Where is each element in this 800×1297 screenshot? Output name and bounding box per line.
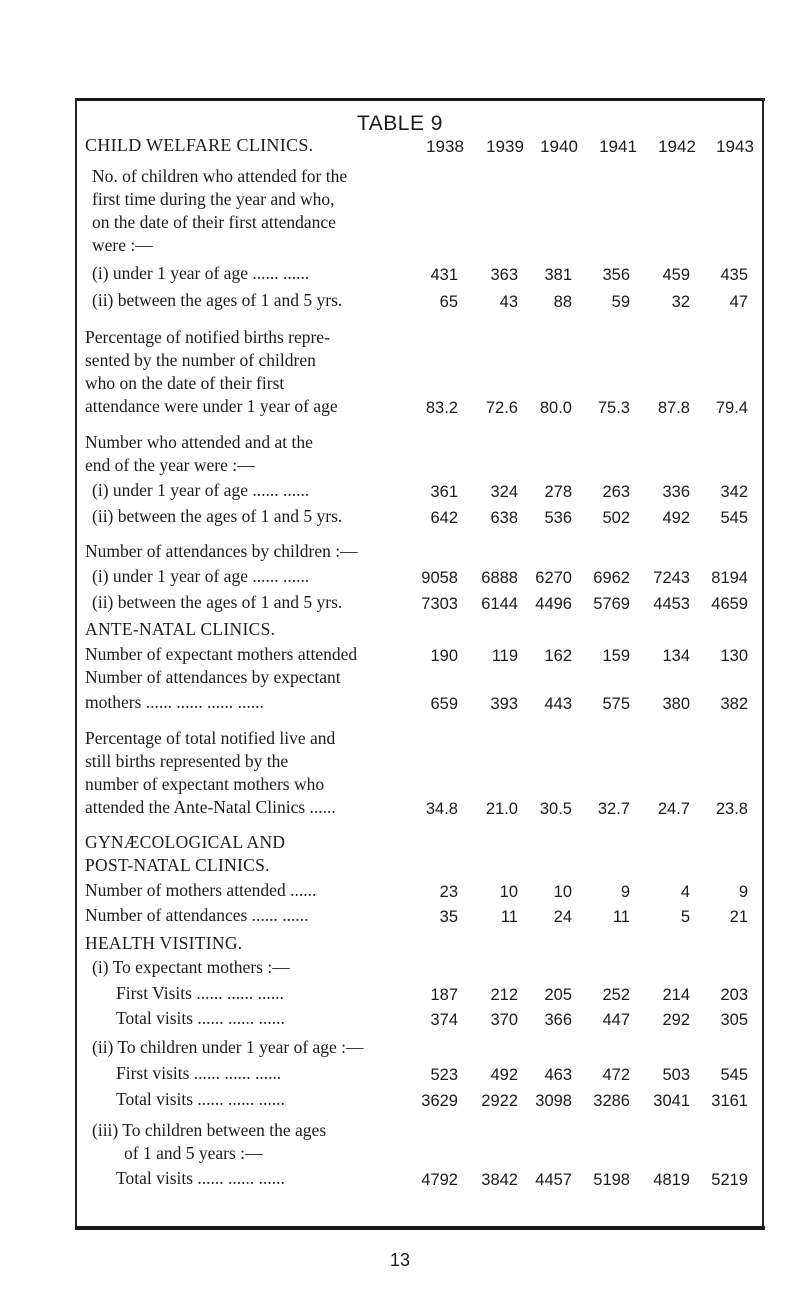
table-cell: 130 [720,647,748,665]
table-cell: 638 [490,509,518,527]
table-cell: 459 [662,266,690,284]
table-cell: 7243 [653,569,690,587]
section-heading-child-welfare: CHILD WELFARE CLINICS. [85,135,314,155]
table-cell: 83.2 [425,399,458,417]
table-cell: 134 [662,647,690,665]
table-cell: 10 [553,883,572,901]
row-label: (i) under 1 year of age ...... ...... [92,480,310,500]
table-cell: 6962 [593,569,630,587]
table-cell: 9 [620,883,630,901]
table-cell: 503 [662,1066,690,1084]
table-cell: 6888 [481,569,518,587]
row-label: attended the Ante-Natal Clinics ...... [85,797,336,817]
row-text: first time during the year and who, [92,189,335,209]
table-cell: 3286 [593,1092,630,1110]
year-header: 1940 [540,137,578,156]
row-label: (ii) between the ages of 1 and 5 yrs. [92,290,343,310]
row-label: Number of mothers attended ...... [85,880,317,900]
table-cell: 5769 [593,595,630,613]
table-cell: 3098 [535,1092,572,1110]
table-cell: 523 [430,1066,458,1084]
table-cell: 3629 [421,1092,458,1110]
row-text: end of the year were :— [85,455,255,475]
table-cell: 21 [729,908,748,926]
table-cell: 4 [680,883,690,901]
table-cell: 79.4 [715,399,748,417]
row-text: Percentage of notified births repre- [85,327,330,347]
table-cell: 305 [720,1011,748,1029]
table-cell: 205 [544,986,572,1004]
table-cell: 88 [553,293,572,311]
table-cell: 342 [720,483,748,501]
table-cell: 23 [439,883,458,901]
table-cell: 23.8 [715,800,748,818]
row-label: Total visits ...... ...... ...... [116,1089,285,1109]
table-cell: 187 [430,986,458,1004]
table-cell: 190 [430,647,458,665]
table-cell: 252 [602,986,630,1004]
table-cell: 472 [602,1066,630,1084]
row-label: Number of attendances ...... ...... [85,905,309,925]
row-text: Percentage of total notified live and [85,728,336,748]
table-cell: 356 [602,266,630,284]
row-text: (iii) To children between the ages [92,1120,327,1140]
table-cell: 5219 [711,1171,748,1189]
year-header: 1943 [716,137,754,156]
table-cell: 5 [680,908,690,926]
table-cell: 159 [602,647,630,665]
table-right-rule [762,98,764,1229]
table-cell: 43 [499,293,518,311]
table-cell: 24 [553,908,572,926]
table-cell: 9058 [421,569,458,587]
table-title: TABLE 9 [357,112,443,135]
table-cell: 7303 [421,595,458,613]
table-cell: 35 [439,908,458,926]
table-cell: 3041 [653,1092,690,1110]
table-cell: 30.5 [539,800,572,818]
table-cell: 4659 [711,595,748,613]
table-cell: 575 [602,695,630,713]
row-text: sented by the number of children [85,350,316,370]
table-cell: 32 [671,293,690,311]
table-cell: 6270 [535,569,572,587]
table-cell: 212 [490,986,518,1004]
year-header: 1939 [486,137,524,156]
table-cell: 8194 [711,569,748,587]
table-cell: 374 [430,1011,458,1029]
row-text: Number of attendances by children :— [85,541,358,561]
table-cell: 545 [720,509,748,527]
table-cell: 9 [738,883,748,901]
table-cell: 370 [490,1011,518,1029]
row-text: No. of children who attended for the [92,166,348,186]
year-header: 1938 [426,137,464,156]
table-cell: 382 [720,695,748,713]
table-cell: 4819 [653,1171,690,1189]
table-cell: 75.3 [597,399,630,417]
table-cell: 492 [490,1066,518,1084]
table-cell: 536 [544,509,572,527]
table-cell: 4457 [535,1171,572,1189]
table-cell: 5198 [593,1171,630,1189]
row-text: who on the date of their first [85,373,285,393]
table-cell: 393 [490,695,518,713]
table-cell: 203 [720,986,748,1004]
table-cell: 3842 [481,1171,518,1189]
table-cell: 431 [430,266,458,284]
table-cell: 87.8 [657,399,690,417]
table-cell: 381 [544,266,572,284]
section-heading-post-natal: POST-NATAL CLINICS. [85,855,270,875]
table-cell: 502 [602,509,630,527]
table-bottom-rule [75,1226,765,1230]
table-cell: 642 [430,509,458,527]
table-cell: 366 [544,1011,572,1029]
row-text: Number of attendances by expectant [85,667,341,687]
section-heading-health-visiting: HEALTH VISITING. [85,933,243,953]
table-cell: 361 [430,483,458,501]
row-text: Number who attended and at the [85,432,313,452]
row-label: Number of expectant mothers attended [85,644,358,664]
section-heading-gynaecological: GYNÆCOLOGICAL AND [85,832,286,852]
table-cell: 10 [499,883,518,901]
section-heading-ante-natal: ANTE-NATAL CLINICS. [85,619,276,639]
table-cell: 59 [611,293,630,311]
table-cell: 3161 [711,1092,748,1110]
table-cell: 292 [662,1011,690,1029]
table-left-rule [75,98,77,1229]
year-header: 1942 [658,137,696,156]
table-top-rule [75,98,765,101]
table-cell: 447 [602,1011,630,1029]
table-cell: 4496 [535,595,572,613]
table-cell: 65 [439,293,458,311]
table-cell: 336 [662,483,690,501]
table-cell: 24.7 [657,800,690,818]
row-text: still births represented by the [85,751,289,771]
row-label: (i) under 1 year of age ...... ...... [92,263,310,283]
table-cell: 47 [729,293,748,311]
row-label: First Visits ...... ...... ...... [116,983,284,1003]
row-text: were :— [92,235,153,255]
row-label: (i) under 1 year of age ...... ...... [92,566,310,586]
table-cell: 443 [544,695,572,713]
row-label: Total visits ...... ...... ...... [116,1008,285,1028]
row-label: (ii) between the ages of 1 and 5 yrs. [92,506,343,526]
table-cell: 11 [612,908,630,926]
page-number: 13 [389,1250,411,1270]
table-cell: 278 [544,483,572,501]
row-label: mothers ...... ...... ...... ...... [85,692,264,712]
table-cell: 6144 [481,595,518,613]
table-cell: 162 [544,647,572,665]
table-cell: 21.0 [485,800,518,818]
year-header: 1941 [599,137,637,156]
row-label: First visits ...... ...... ...... [116,1063,282,1083]
row-text: on the date of their first attendance [92,212,336,232]
table-cell: 72.6 [485,399,518,417]
row-label: attendance were under 1 year of age [85,396,338,416]
table-cell: 380 [662,695,690,713]
row-text: number of expectant mothers who [85,774,325,794]
row-text: (i) To expectant mothers :— [92,957,290,977]
table-cell: 463 [544,1066,572,1084]
row-text: (ii) To children under 1 year of age :— [92,1037,364,1057]
row-label: (ii) between the ages of 1 and 5 yrs. [92,592,343,612]
table-cell: 4792 [421,1171,458,1189]
table-cell: 545 [720,1066,748,1084]
table-cell: 34.8 [425,800,458,818]
row-text: of 1 and 5 years :— [124,1143,263,1163]
table-cell: 492 [662,509,690,527]
table-cell: 214 [662,986,690,1004]
table-cell: 363 [490,266,518,284]
table-cell: 263 [602,483,630,501]
table-cell: 659 [430,695,458,713]
row-label: Total visits ...... ...... ...... [116,1168,285,1188]
table-cell: 80.0 [539,399,572,417]
table-cell: 119 [491,647,518,665]
table-cell: 4453 [653,595,690,613]
table-cell: 435 [720,266,748,284]
table-cell: 2922 [481,1092,518,1110]
table-cell: 32.7 [597,800,630,818]
table-cell: 11 [500,908,518,926]
table-cell: 324 [490,483,518,501]
